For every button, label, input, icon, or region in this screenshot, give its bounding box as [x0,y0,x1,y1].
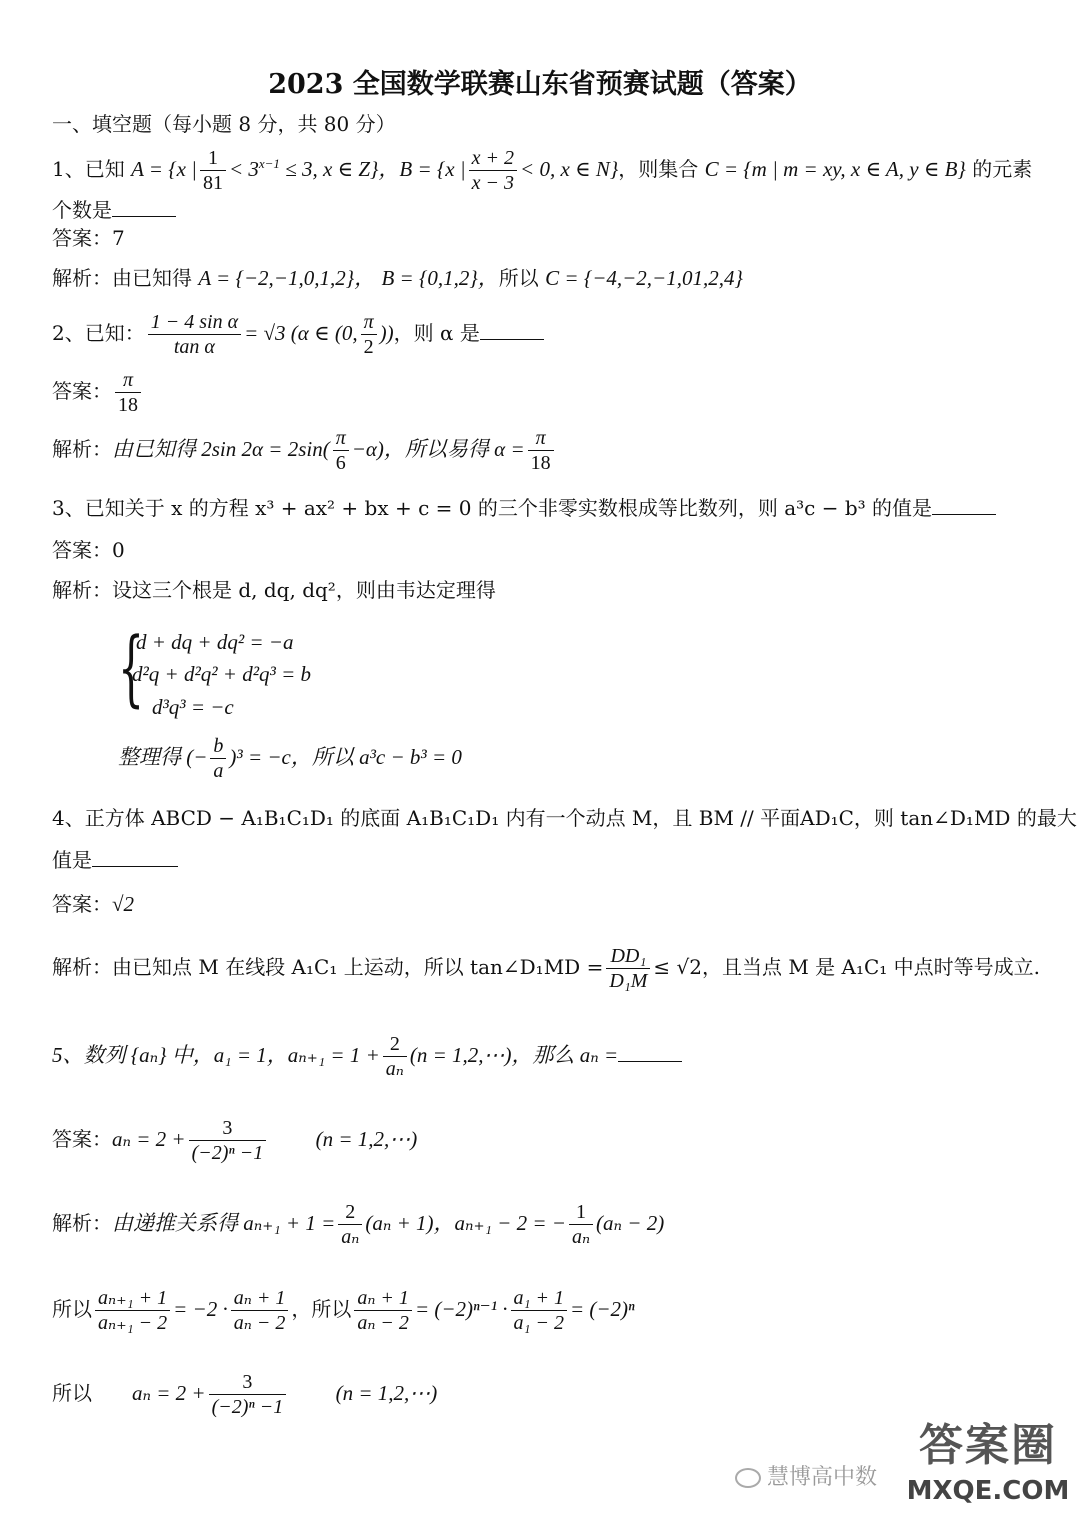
wechat-watermark: 慧博高中数 [735,1460,877,1491]
q5-analysis: 解析：由递推关系得 aₙ₊₁ + 1 = $\frac{2}{\text{aₙ}}$ (aₙ + 1)，aₙ₊₁ − 2 = − $\frac{1}{\text{aₙ}}$ (aₙ − 2) [52,1201,665,1248]
q5-question: 5、数列 {aₙ} 中，a₁ = 1，aₙ₊₁ = 1 + $\frac{2}{\text{aₙ}}$ (n = 1,2,⋯)，那么 aₙ = [52,1032,682,1081]
q4-line2: 值是 [52,848,178,872]
q3-answer: 答案：0 [52,538,125,562]
q5-answer: 答案：aₙ = 2 + $\frac{3}{\text{(−2)ⁿ −1}}$ (n = 1,2,⋯) [52,1117,418,1164]
answer-blank [618,1043,682,1062]
answer-blank [932,496,996,515]
q5-step3: 所以 aₙ = 2 + $\frac{3}{\text{(−2)ⁿ −1}}$ (n = 1,2,⋯) [52,1371,438,1418]
q3-eq3: d³q³ = −c [152,695,234,719]
q1-analysis: 解析：由已知得 A = {−2,−1,0,1,2}， B = {0,1,2}，所以 C = {−4,−2,−1,01,2,4} [52,266,743,290]
q1-line1: 1、已知 A = {x | $\frac{1}{81}$ < $3^{x-1} \le 3$, x ∈ Z}，B = {x | $\frac{x + 2}{x - 3}$ < 0, x ∈ N}，则集合 C = {m | m = xy, x ∈ A, y ∈ B} 的元素 [52,147,1033,194]
q3-conclusion: 整理得 (− $\frac{b}{a}$ )³ = −c，所以 a³c − b³ = 0 [118,735,462,782]
wechat-icon [735,1468,761,1488]
site-logo-watermark: 答案圈 MXQE.COM [900,1418,1076,1522]
q3-eq1: d + dq + dq² = −a [136,630,294,654]
q4-analysis: 解析：由已知点 M 在线段 A₁C₁ 上运动，所以 tan∠D₁MD = $\frac{\text{DD₁}}{\text{D₁M}}$ ≤ √2，且当点 M 是 A₁C₁ 中点时等号成立. [52,945,1041,992]
q4-answer: 答案：√2 [52,892,135,916]
q3-analysis: 解析：设这三个根是 d, dq, dq²，则由韦达定理得 [52,578,496,602]
q3-question: 3、已知关于 x 的方程 x³ + ax² + bx + c = 0 的三个非零实数根成等比数列，则 a³c − b³ 的值是 [52,496,996,520]
answer-blank [92,848,178,867]
q2-answer: 答案： $\frac{\pi}{18}$ [52,368,144,417]
q1-line2: 个数是 [52,198,176,222]
answer-blank [480,321,544,340]
page-title: 2023 全国数学联赛山东省预赛试题（答案） [268,69,812,100]
q5-step2: 所以 $\frac{\text{aₙ₊₁ + 1}}{\text{aₙ₊₁ − 2}}$ = −2 · $\frac{\text{aₙ + 1}}{\text{aₙ − 2}}$ ，所以 $\frac{\text{aₙ + 1}}{\text{aₙ − 2}}$ = (−2)ⁿ⁻¹ · $\frac{\text{a₁ + 1}}{\text{a₁ − 2}}$ = (−2)ⁿ [52,1287,635,1334]
q4-line1: 4、正方体 ABCD − A₁B₁C₁D₁ 的底面 A₁B₁C₁D₁ 内有一个动点 M，且 BM // 平面AD₁C，则 tan∠D₁MD 的最大 [52,806,1077,830]
answer-blank [112,198,176,217]
section-heading: 一、填空题（每小题 8 分，共 80 分） [52,112,396,136]
q2-question: 2、已知： $\frac{\text{1 − 4 sin α}}{\text{tan α}}$ = √3 (α ∈ (0, $\frac{\pi}{2}$ ))，则 α 是 [52,310,544,359]
q2-analysis: 解析：由已知得 2sin 2α = 2sin( $\frac{\pi}{6}$ −α)，所以易得 α = $\frac{\pi}{18}$ [52,426,557,475]
equation-brace: { [118,621,145,716]
q1-answer: 答案：7 [52,226,125,250]
q3-eq2: d²q + d²q² + d²q³ = b [132,662,311,686]
